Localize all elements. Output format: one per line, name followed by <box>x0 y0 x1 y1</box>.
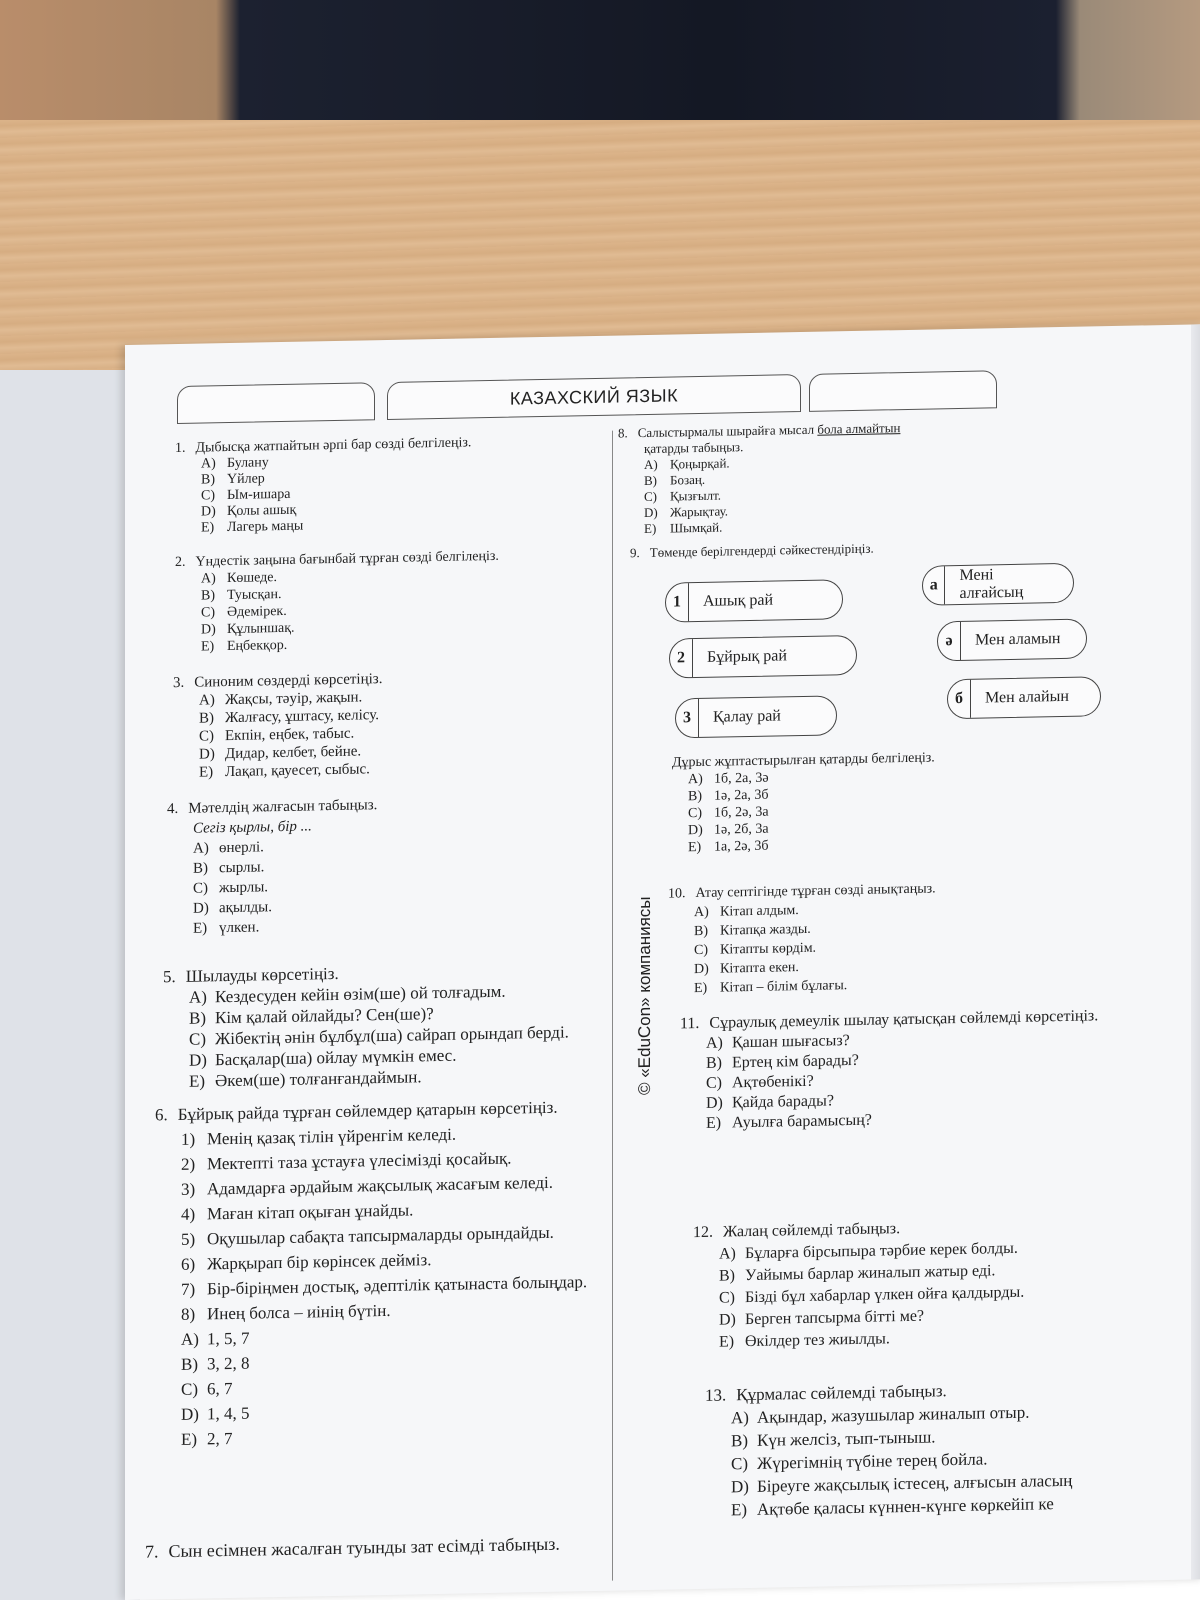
option-text: Біреуге жақсылық істесең, алғысын аласың <box>757 1470 1073 1496</box>
option-letter: E) <box>694 980 708 997</box>
option-letter: C) <box>644 488 657 505</box>
option-text: Лақап, қауесет, сыбыс. <box>225 761 370 781</box>
question-number: 3. <box>173 674 185 692</box>
option-letter: A) <box>644 456 658 473</box>
question-text <box>630 541 874 562</box>
question-number: 8. <box>618 425 628 441</box>
option-letter: A) <box>694 904 709 921</box>
option-letter: C) <box>201 605 215 621</box>
option-letter: C) <box>201 488 215 504</box>
match-label: Қалау рай <box>713 707 781 726</box>
option-letter: A) <box>706 1034 723 1052</box>
option-text: сырлы. <box>219 859 265 877</box>
match-letter: ә <box>938 622 961 660</box>
answer-option <box>199 706 382 728</box>
question-text <box>167 795 377 819</box>
question-text-part: Салыстырмалы шырайға мысал <box>637 421 818 441</box>
option-text: Әдемірек. <box>227 603 287 621</box>
question-number: 2. <box>175 554 186 571</box>
option-letter: D) <box>644 504 658 521</box>
question-label: Мәтелдің жалғасын табыңыз. <box>188 797 378 817</box>
option-letter: B) <box>193 860 208 877</box>
item-number: 2) <box>181 1154 196 1174</box>
option-letter: A) <box>731 1408 749 1428</box>
option-letter: C) <box>731 1454 748 1474</box>
question-block <box>163 958 569 1092</box>
educon-watermark: © «EduCon» компаниясы <box>635 896 654 1096</box>
question-block <box>618 420 900 537</box>
option-letter: D) <box>688 822 703 839</box>
answer-option <box>694 974 936 998</box>
match-label: Мен аламын <box>975 630 1061 649</box>
option-letter: B) <box>189 1008 206 1028</box>
match-number: 3 <box>676 699 699 737</box>
option-letter: E) <box>706 1114 722 1132</box>
question-label: Шылауды көрсетіңіз. <box>185 963 339 986</box>
left-page-edge <box>0 370 140 1600</box>
option-text: жырлы. <box>219 879 269 897</box>
page-title: КАЗАХСКИЙ ЯЗЫК <box>387 374 801 420</box>
option-text: Басқалар(ша) ойлау мүмкін емес. <box>215 1045 457 1070</box>
item-number: 8) <box>181 1304 196 1324</box>
option-text: Жібектің әнін бұлбұл(ша) сайрап орындап берді. <box>215 1022 569 1049</box>
option-text: Дидар, келбет, бейне. <box>225 743 362 763</box>
question-text <box>145 1533 560 1563</box>
match-right-item <box>947 676 1101 719</box>
option-text: Бозаң. <box>670 471 706 488</box>
option-text: Кітап – білім бұлағы. <box>720 978 848 996</box>
item-number: 1) <box>181 1129 196 1149</box>
question-block <box>668 879 936 998</box>
question-label: Атау септігінде тұрған сөзді анықтаңыз. <box>695 881 936 902</box>
question-block <box>167 795 377 939</box>
match-left-item <box>665 579 843 622</box>
question-number: 7. <box>145 1541 159 1562</box>
option-text: Ақтөбе қаласы күннен-күнге көркейіп ке <box>757 1494 1054 1519</box>
question-number: 9. <box>630 545 640 561</box>
question-block <box>145 1533 560 1563</box>
option-text: Лагерь маңы <box>227 518 304 536</box>
question-number: 11. <box>680 1014 700 1033</box>
option-letter: B) <box>181 1354 198 1374</box>
option-letter: D) <box>193 900 209 917</box>
option-letter: C) <box>199 728 214 745</box>
question-number: 12. <box>693 1223 713 1242</box>
question-text-part: қатарды табыңыз. <box>644 439 744 457</box>
option-letter: D) <box>719 1311 736 1329</box>
option-letter: D) <box>694 961 709 978</box>
option-letter: D) <box>201 622 216 638</box>
item-text: Жарқырап бір көрінсек дейміз. <box>207 1250 432 1274</box>
question-block <box>705 1377 1072 1522</box>
item-text: Оқушылар сабақта тапсырмаларды орындайды. <box>207 1222 554 1249</box>
option-letter: C) <box>189 1029 206 1049</box>
question-block <box>175 435 471 537</box>
answer-option <box>193 915 377 939</box>
match-number: 1 <box>666 583 689 621</box>
option-text: 2, 7 <box>207 1428 233 1449</box>
question-label: Төменде берілгендерді сәйкестендіріңіз. <box>649 540 874 560</box>
option-text: Ақындар, жазушылар жиналып отыр. <box>757 1402 1030 1427</box>
option-letter: A) <box>199 692 215 709</box>
item-number: 3) <box>181 1179 196 1199</box>
option-letter: E) <box>199 764 214 781</box>
option-letter: E) <box>719 1333 735 1351</box>
match-number: 2 <box>670 639 693 677</box>
header-box-left <box>177 382 375 424</box>
option-letter: C) <box>688 805 702 822</box>
option-letter: E) <box>644 520 657 537</box>
option-text: Жақсы, тәуір, жақын. <box>225 689 363 709</box>
option-text: Уайымы барлар жиналып жатыр еді. <box>745 1262 996 1285</box>
option-text: Еңбекқор. <box>227 637 288 655</box>
option-letter: A) <box>719 1245 736 1263</box>
option-letter: B) <box>688 788 702 805</box>
answer-option <box>688 834 935 856</box>
option-letter: B) <box>644 472 657 489</box>
question-underlined: бола алмайтын <box>817 420 901 437</box>
item-number: 6) <box>181 1254 196 1274</box>
option-text: Құлыншақ. <box>227 620 295 638</box>
column-divider <box>612 431 613 1581</box>
option-text: өнерлі. <box>219 839 264 857</box>
match-label: Мені алғайсың <box>959 566 1024 602</box>
match-label: Ашық рай <box>703 591 774 610</box>
option-text: 1б, 2а, 3ә <box>714 770 769 787</box>
option-text: Қызғылт. <box>670 487 722 504</box>
option-letter: D) <box>201 504 216 520</box>
option-text: 1ә, 2а, 3б <box>714 787 769 804</box>
match-left-item <box>675 695 837 738</box>
answer-option <box>199 760 382 782</box>
option-text: 6, 7 <box>207 1378 233 1399</box>
item-text: Мектепті таза ұстауға үлесімізді қосайық. <box>207 1148 512 1174</box>
item-text: Инең болса – иінің бүтін. <box>207 1300 391 1324</box>
option-text: Қайда барады? <box>732 1092 834 1112</box>
question-number: 1. <box>175 440 186 457</box>
item-number: 4) <box>181 1204 196 1224</box>
option-letter: D) <box>189 1050 207 1070</box>
option-text: Шымқай. <box>670 519 723 536</box>
question-label: Синоним сөздерді көрсетіңіз. <box>194 671 383 691</box>
option-letter: E) <box>731 1500 748 1520</box>
question-label: Бұйрық райда тұрған сөйлемдер қатарын көрсетіңіз. <box>177 1097 558 1124</box>
option-text: Ауылға барамысың? <box>732 1111 872 1132</box>
question-number: 6. <box>155 1105 168 1125</box>
option-text: Булану <box>227 455 269 472</box>
option-letter: A) <box>181 1329 199 1349</box>
question-block <box>680 1006 1098 1134</box>
option-text: Бізді бұл хабарлар үлкен ойға қалдырды. <box>745 1283 1025 1307</box>
option-text: Жүрегімнің түбіне терең бойла. <box>757 1449 988 1473</box>
option-letter: E) <box>201 520 215 536</box>
option-letter: D) <box>181 1404 199 1424</box>
option-text: Туысқан. <box>227 586 282 604</box>
question-number: 4. <box>167 800 179 818</box>
option-letter: B) <box>199 710 214 727</box>
question-number: 5. <box>163 967 176 987</box>
match-label: Мен алайын <box>985 687 1069 707</box>
option-letter: D) <box>706 1094 723 1112</box>
option-letter: B) <box>719 1267 735 1285</box>
option-letter: A) <box>201 456 216 472</box>
option-text: Қолы ашық <box>227 502 297 520</box>
option-text: Жарықтау. <box>670 503 729 520</box>
match-label: Бұйрық рай <box>707 647 787 666</box>
item-text: Адамдарға әрдайым жақсылық жасағым келеді. <box>207 1172 553 1199</box>
item-text: Бір-біріңмен достық, әдептілік қатынаста болыңдар. <box>207 1272 588 1299</box>
item-number: 7) <box>181 1279 196 1299</box>
match-letter: а <box>923 566 945 604</box>
question-block <box>175 548 499 656</box>
question-subtext: Сегіз қырлы, бір ... <box>193 818 312 837</box>
option-letter: B) <box>706 1054 722 1072</box>
option-letter: C) <box>719 1289 735 1307</box>
option-text: Жалғасу, ұштасу, келісу. <box>225 707 379 727</box>
option-letter: C) <box>193 880 208 897</box>
question-label: Дұрыс жұптастырылған қатарды белгілеңіз. <box>672 750 935 771</box>
match-right-item <box>937 619 1087 662</box>
option-letter: B) <box>731 1431 748 1451</box>
option-text: Кітапты көрдім. <box>720 940 817 958</box>
option-letter: A) <box>189 987 207 1007</box>
question-block <box>155 1094 587 1452</box>
option-text: Екпін, еңбек, табыс. <box>225 725 355 745</box>
question-label: Жалаң сөйлемді табыңыз. <box>723 1220 901 1241</box>
question-block <box>662 749 935 856</box>
option-text: 1, 5, 7 <box>207 1328 250 1349</box>
question-block <box>693 1216 1024 1354</box>
option-letter: E) <box>688 839 702 856</box>
option-letter: B) <box>694 923 708 940</box>
match-letter: б <box>948 680 971 718</box>
question-label: Дыбысқа жатпайтын әрпі бар сөзді белгілеңіз. <box>195 435 472 456</box>
option-text: Кітапта екен. <box>720 960 799 977</box>
option-text: Бұларға бірсыпыра тәрбие керек болды. <box>745 1239 1018 1263</box>
option-text: 1, 4, 5 <box>207 1403 250 1424</box>
question-label: Үндестік заңына бағынбай тұрған сөзді белгілеңіз. <box>195 548 499 570</box>
option-text: Кім қалай ойлайды? Сен(ше)? <box>215 1004 434 1028</box>
match-left-item <box>669 635 857 679</box>
option-text: Кездесуден кейін өзім(ше) ой толғадым. <box>215 981 506 1007</box>
match-right-item <box>922 563 1074 606</box>
option-letter: A) <box>688 771 703 788</box>
option-text: Ақтөбенікі? <box>732 1072 814 1092</box>
option-letter: E) <box>189 1071 206 1091</box>
option-text: Ым-ишара <box>227 486 291 504</box>
option-letter: E) <box>193 920 208 937</box>
item-number: 5) <box>181 1229 196 1249</box>
item-text: Менің қазақ тілін үйренгім келеді. <box>207 1124 457 1149</box>
option-letter: C) <box>181 1379 198 1399</box>
option-text: 3, 2, 8 <box>207 1353 250 1374</box>
question-label: Құрмалас сөйлемді табыңыз. <box>736 1381 947 1405</box>
option-text: ақылды. <box>219 899 272 917</box>
option-text: 1а, 2ә, 3б <box>714 838 769 855</box>
option-text: Өкілдер тез жиылды. <box>745 1330 890 1351</box>
option-text: 1ә, 2б, 3а <box>714 821 769 838</box>
option-letter: C) <box>694 942 708 959</box>
test-page <box>125 324 1200 1600</box>
option-text: Әкем(ше) толғанғандаймын. <box>215 1067 422 1091</box>
option-letter: B) <box>201 588 215 604</box>
option-letter: A) <box>193 840 209 857</box>
option-text: Үйлер <box>227 471 265 488</box>
option-letter: A) <box>201 571 216 587</box>
option-text: Қоңырқай. <box>670 455 730 472</box>
option-text: Берген тапсырма бітті ме? <box>745 1307 925 1329</box>
question-block <box>173 670 382 782</box>
question-label: Сұраулық демеулік шылау қатысқан сөйлемді көрсетіңіз. <box>709 1007 1099 1032</box>
option-text: Қашан шығасыз? <box>732 1032 850 1052</box>
header-box-right <box>809 370 997 412</box>
option-text: Күн желсіз, тып-тыныш. <box>757 1427 936 1450</box>
option-letter: E) <box>181 1429 198 1449</box>
option-letter: E) <box>201 639 215 655</box>
item-text: Маған кітап оқыған ұнайды. <box>207 1200 414 1224</box>
option-text: Көшеде. <box>227 570 277 587</box>
option-text: Кітап алдым. <box>720 903 799 920</box>
option-text: Кітапқа жазды. <box>720 921 811 939</box>
answer-option <box>719 1326 1024 1354</box>
question-number: 10. <box>668 886 686 902</box>
option-text: 1б, 2ә, 3а <box>714 804 769 821</box>
question-label: Сын есімнен жасалған туынды зат есімді табыңыз. <box>168 1533 560 1562</box>
option-letter: D) <box>199 746 215 763</box>
option-letter: C) <box>706 1074 722 1092</box>
option-text: үлкен. <box>219 919 260 937</box>
question-number: 13. <box>705 1385 727 1405</box>
question-block <box>630 541 874 562</box>
option-letter: B) <box>201 472 215 488</box>
option-letter: D) <box>731 1477 749 1497</box>
option-text: Ертең кім барады? <box>732 1051 859 1072</box>
